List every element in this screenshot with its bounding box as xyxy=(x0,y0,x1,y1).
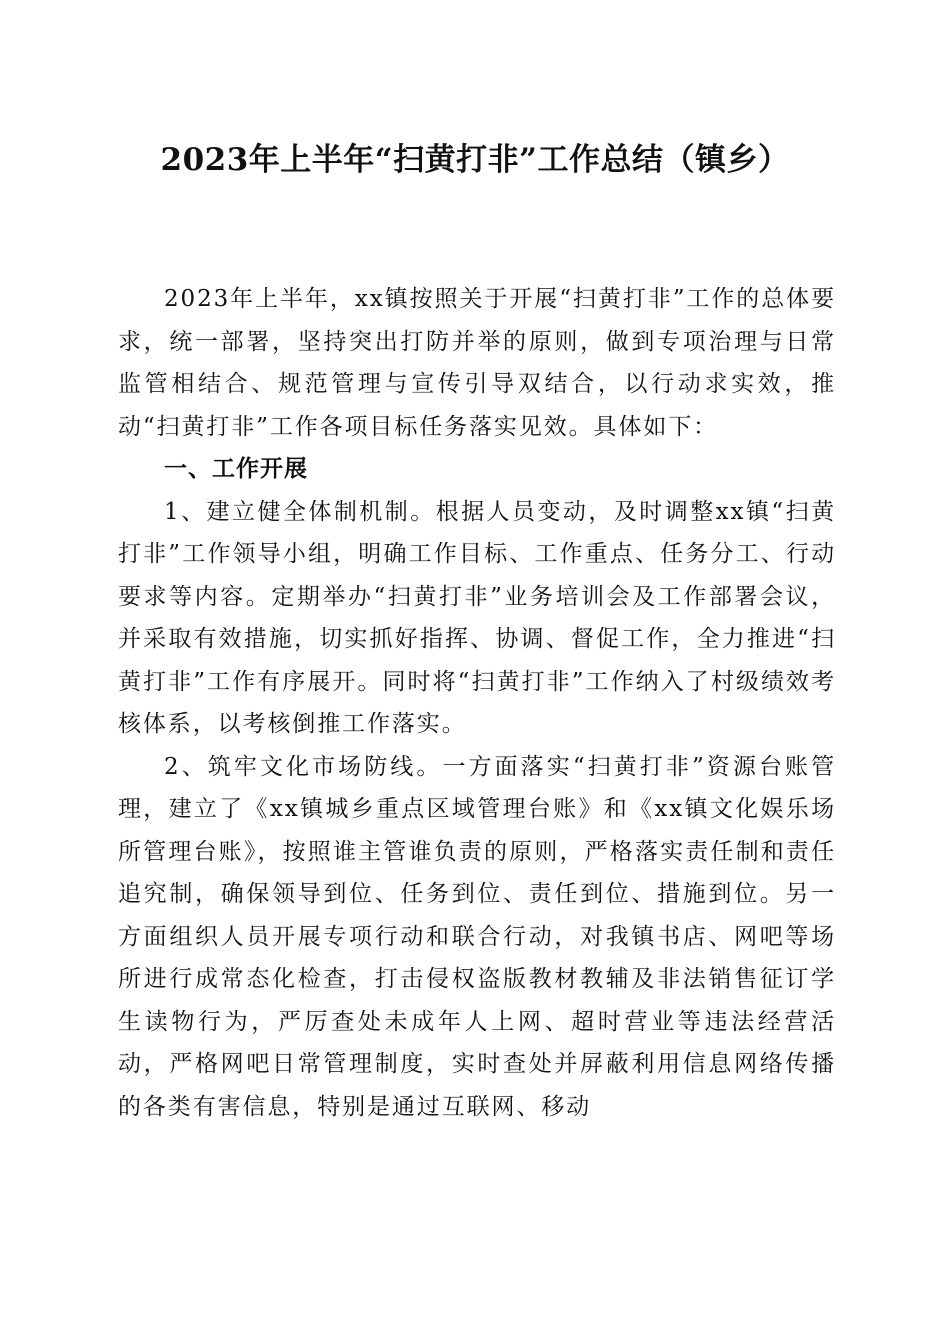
section-heading-work: 一、工作开展 xyxy=(164,456,308,482)
document-title: 2023年上半年“扫黄打非”工作总结（镇乡） xyxy=(160,142,790,178)
document-body xyxy=(118,278,836,1128)
paragraph-item-1: 1、建立健全体制机制。根据人员变动，及时调整xx镇“扫黄打非”工作领导小组，明确工作目标、工作重点、任务分工、行动要求等内容。定期举办“扫黄打非”业务培训会及工作部署会议，并采取有效措施，切实抓好指挥、协调、督促工作，全力推进“扫黄打非”工作有序展开。同时将“扫黄打非”工作纳入了村级绩效考核体系，以考核倒推工作落实。 xyxy=(118,498,836,737)
intro-paragraph: 2023年上半年，xx镇按照关于开展“扫黄打非”工作的总体要求，统一部署，坚持突出打防并举的原则，做到专项治理与日常监管相结合、规范管理与宣传引导双结合，以行动求实效，推动“扫黄打非”工作各项目标任务落实见效。具体如下： xyxy=(118,286,836,440)
paragraph-item-2: 2、筑牢文化市场防线。一方面落实“扫黄打非”资源台账管理，建立了《xx镇城乡重点区域管理台账》和《xx镇文化娱乐场所管理台账》，按照谁主管谁负责的原则，严格落实责任制和责任追究制，确保领导到位、任务到位、责任到位、措施到位。另一方面组织人员开展专项行动和联合行动，对我镇书店、网吧等场所进行成常态化检查，打击侵权盗版教材教辅及非法销售征订学生读物行为，严厉查处未成年人上网、超时营业等违法经营活动，严格网吧日常管理制度，实时查处并屏蔽利用信息网络传播的各类有害信息，特别是通过互联网、移动 xyxy=(118,753,836,1120)
